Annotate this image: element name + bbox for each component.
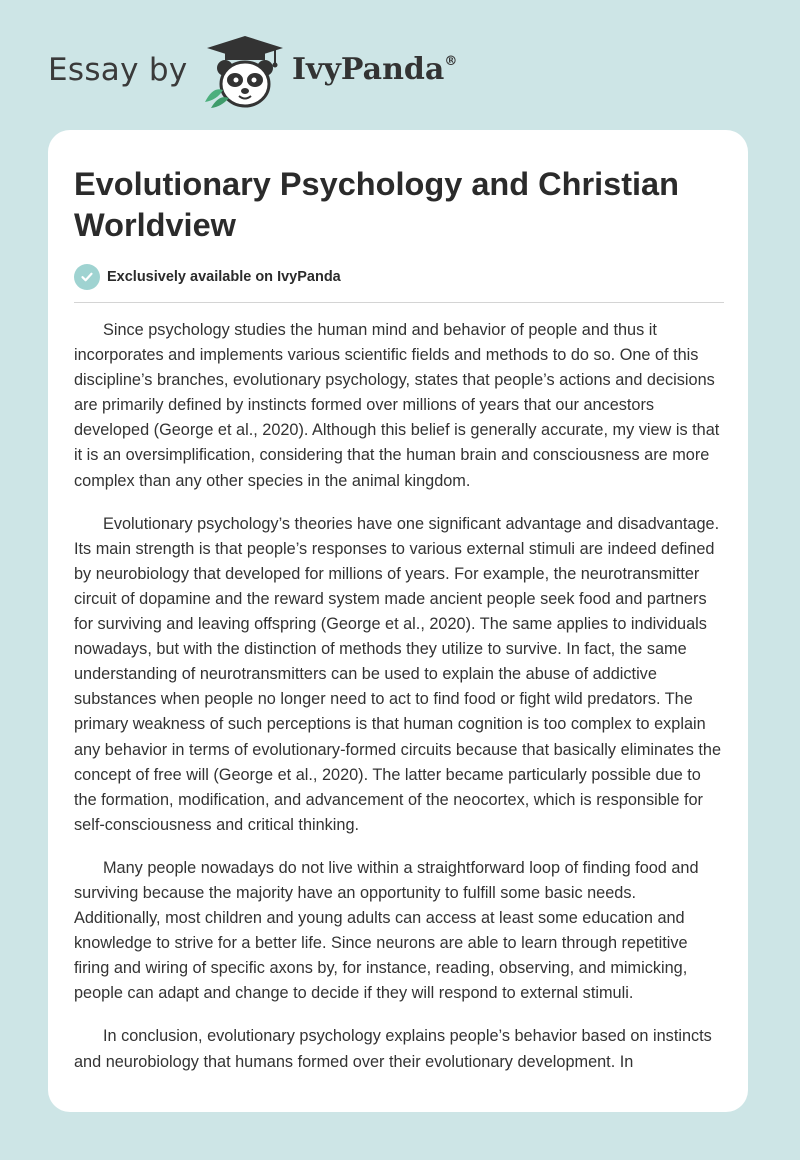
panda-graduate-logo-icon[interactable] bbox=[203, 34, 287, 110]
essay-body bbox=[74, 318, 726, 1093]
divider bbox=[74, 302, 724, 303]
site-header bbox=[48, 34, 548, 114]
essay-by-label: Essay by bbox=[48, 52, 188, 88]
essay-card bbox=[48, 130, 748, 1112]
paragraph: In conclusion, evolutionary psychology explains people’s behavior based on instincts and neurobiology that humans formed over their evolutionary development. In bbox=[74, 1027, 712, 1071]
exclusive-badge-label: Exclusively available on IvyPanda bbox=[107, 269, 341, 285]
check-icon bbox=[74, 264, 100, 290]
exclusive-badge bbox=[74, 264, 341, 290]
essay-title: Evolutionary Psychology and Christian Worldview bbox=[74, 166, 679, 243]
paragraph: Since psychology studies the human mind and behavior of people and thus it incorporates and implements various scientific fields and methods to do so. One of this discipline’s branches, evolutionary psychology, states that people’s actions and decisions are primarily defined by instincts formed over millions of years that our ancestors developed (George et al., 2020). Although this belief is generally accurate, my view is that it is an oversimplification, considering that the human brain and consciousness are more complex than any other species in the animal kingdom. bbox=[74, 321, 720, 490]
paragraph: Many people nowadays do not live within a straightforward loop of finding food and surviving because the majority have an opportunity to fulfill some basic needs. Additionally, most children and young adults can access at least some education and knowledge to strive for a better life. Since neurons are able to learn through repetitive firing and wiring of specific axons by, for instance, reading, observing, and mimicking, people can adapt and change to decide if they will respond to external stimuli. bbox=[74, 858, 699, 1003]
paragraph: Evolutionary psychology’s theories have one significant advantage and disadvantage. Its main strength is that people’s responses to various external stimuli are indeed defined by neurobiology that developed for millions of years. For example, the neurotransmitter circuit of dopamine and the reward system made ancient people seek food and partners for surviving and leaving offspring (George et al., 2020). The same applies to individuals nowadays, but with the distinction of methods they utilize to survive. In fact, the same understanding of neurotransmitters can be used to explain the abuse of addictive substances when people no longer need to act to find food or fight wild predators. The primary weakness of such perceptions is that human cognition is too complex to explain any behavior in terms of evolutionary-formed circuits because that basically eliminates the concept of free will (George et al., 2020). The latter became particularly possible due to the formation, modification, and advancement of the neocortex, which is responsible for self-consciousness and critical thinking. bbox=[74, 514, 722, 834]
brand-name[interactable]: IvyPanda® bbox=[292, 52, 458, 87]
registered-mark: ® bbox=[444, 54, 458, 69]
